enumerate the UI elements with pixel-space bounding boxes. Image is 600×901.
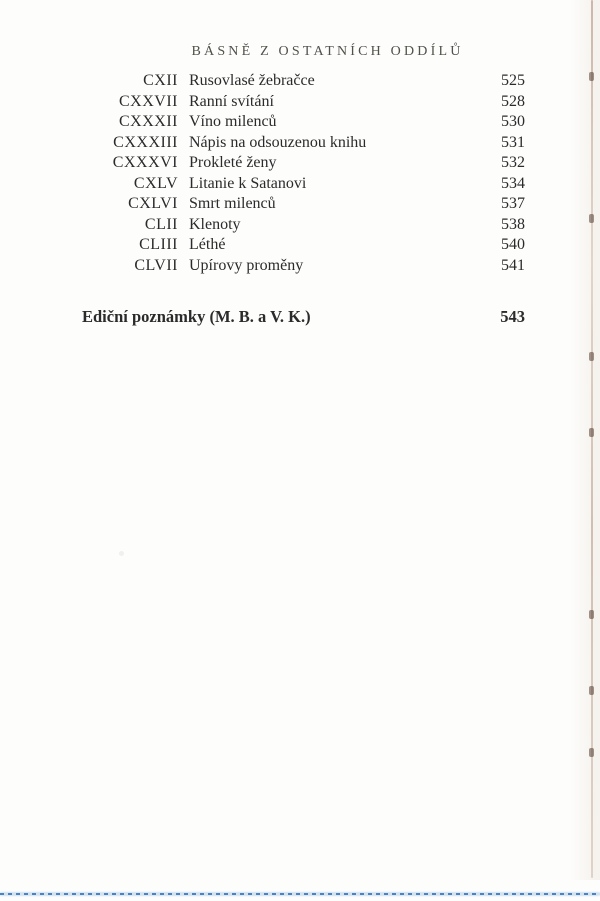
entry-title: Rusovlasé žebračce	[189, 72, 315, 89]
entry-title: Litanie k Satanovi	[189, 174, 307, 192]
entry-page-number: 531	[501, 133, 525, 151]
toc-row	[82, 215, 525, 236]
entry-title: Prokleté ženy	[189, 154, 277, 171]
entry-page-number: 525	[501, 72, 525, 89]
section-header: BÁSNĚ Z OSTATNÍCH ODDÍLŮ	[191, 44, 464, 59]
entry-title: Upírovy proměny	[189, 256, 304, 274]
entry-title: Léthé	[189, 236, 226, 253]
entry-numeral: CXII	[143, 72, 178, 89]
toc-row	[82, 92, 525, 113]
scan-divider-dashed-line	[0, 893, 600, 895]
entry-page-number: 532	[501, 154, 525, 171]
entry-page-number: 528	[501, 92, 525, 110]
paper-speck	[119, 551, 124, 556]
editorial-notes-page-number: 543	[500, 307, 525, 326]
page-edge-tick	[589, 352, 594, 361]
toc-row	[82, 235, 525, 256]
toc-row	[82, 133, 525, 154]
entry-page-number: 541	[501, 256, 525, 274]
entry-title: Nápis na odsouzenou knihu	[189, 133, 367, 151]
page-edge-tick	[589, 72, 594, 81]
entry-title: Klenoty	[189, 215, 241, 233]
entry-numeral: CXXXII	[119, 113, 178, 130]
toc-row	[82, 194, 525, 215]
entry-title: Ranní svítání	[189, 92, 274, 110]
entry-numeral: CXLVI	[128, 195, 178, 212]
toc-row	[82, 71, 525, 92]
page-edge-tick	[589, 686, 594, 695]
editorial-notes-row	[82, 306, 525, 328]
entry-page-number: 534	[501, 174, 525, 192]
entry-page-number: 538	[501, 215, 525, 233]
table-of-contents	[82, 71, 525, 276]
entry-page-number: 537	[501, 195, 525, 212]
toc-row	[82, 112, 525, 133]
entry-page-number: 540	[501, 236, 525, 253]
entry-numeral: CXXVII	[119, 92, 178, 110]
entry-numeral: CLII	[144, 215, 178, 233]
editorial-notes-title: Ediční poznámky (M. B. a V. K.)	[82, 307, 311, 326]
toc-row	[82, 153, 525, 174]
entry-numeral: CLVII	[134, 256, 178, 274]
page-edge-tick	[589, 748, 594, 757]
page-edge-tick	[589, 214, 594, 223]
entry-title: Smrt milenců	[189, 195, 276, 212]
entry-numeral: CLIII	[139, 236, 178, 253]
page-edge-tick	[589, 610, 594, 619]
page-edge-line	[591, 0, 593, 878]
page-edge-tick	[589, 428, 594, 437]
entry-page-number: 530	[501, 113, 525, 130]
entry-numeral: CXLV	[133, 174, 178, 192]
page-edge-tint	[570, 0, 600, 880]
toc-row	[82, 256, 525, 277]
entry-numeral: CXXXIII	[113, 133, 178, 151]
toc-row	[82, 174, 525, 195]
entry-title: Víno milenců	[189, 113, 277, 130]
entry-numeral: CXXXVI	[112, 154, 178, 171]
